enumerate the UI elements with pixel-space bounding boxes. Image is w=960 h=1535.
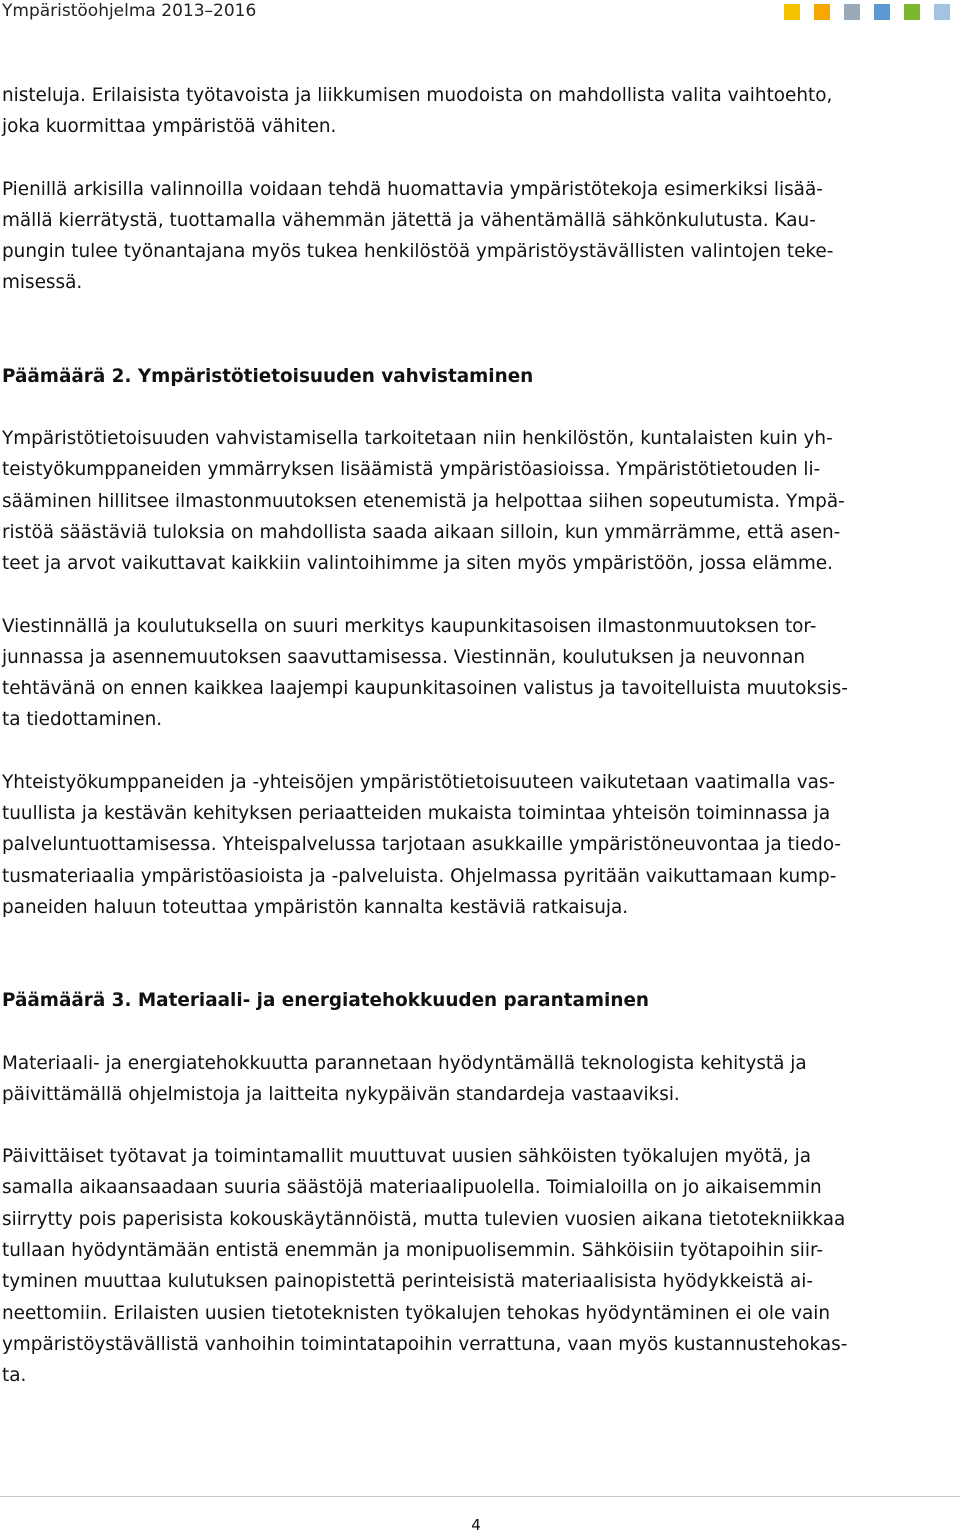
text-line: paneiden haluun toteuttaa ympäristön kannalta kestäviä ratkaisuja. — [2, 896, 629, 918]
text-line: Viestinnällä ja koulutuksella on suuri merkitys kaupunkitasoisen ilmastonmuutoksen tor- — [2, 615, 817, 637]
green-square-icon — [904, 4, 920, 20]
text-line: sääminen hillitsee ilmastonmuutoksen etenemistä ja helpottaa siihen sopeutumista. Ympä- — [2, 490, 845, 512]
text-line: ympäristöystävällistä vanhoihin toimintatapoihin verrattuna, vaan myös kustannustehokas- — [2, 1333, 848, 1355]
paragraph-4 — [2, 611, 950, 736]
text-line: Pienillä arkisilla valinnoilla voidaan tehdä huomattavia ympäristötekoja esimerkiksi lisää- — [2, 178, 823, 200]
text-line: Päivittäiset työtavat ja toimintamallit muuttuvat uusien sähköisten työkalujen myötä, ja — [2, 1146, 811, 1168]
text-line: tyminen muuttaa kulutuksen painopistettä perinteisistä materiaalisista hyödykkeistä ai- — [2, 1271, 814, 1293]
footer-divider — [0, 1496, 960, 1497]
text-line: misessä. — [2, 272, 83, 294]
text-line: Yhteistyökumppaneiden ja -yhteisöjen ympäristötietoisuuteen vaikutetaan vaatimalla vas- — [2, 771, 836, 793]
page-number — [0, 1516, 960, 1534]
text-line: tullaan hyödyntämään entistä enemmän ja monipuolisemmin. Sähköisiin työtapoihin siir- — [2, 1240, 823, 1262]
text-line: teet ja arvot vaikuttavat kaikkiin valintoihimme ja siten myös ympäristöön, jossa elämme. — [2, 553, 833, 575]
text-line: siirrytty pois paperisista kokouskäytännöistä, mutta tulevien vuosien aikana tietotekniikkaa — [2, 1208, 846, 1230]
grey-square-icon — [844, 4, 860, 20]
text-line: joka kuormittaa ympäristöä vähiten. — [2, 116, 337, 138]
text-line: samalla aikaansaadaan suuria säästöjä materiaalipuolella. Toimialoilla on jo aikaisemmin — [2, 1177, 822, 1199]
text-line: tuullista ja kestävän kehityksen periaatteiden mukaista toimintaa yhteisön toiminnassa ja — [2, 803, 831, 825]
paragraph-2 — [2, 174, 950, 299]
yellow-square-icon — [784, 4, 800, 20]
text-line: tusmateriaalia ympäristöasioista ja -palveluista. Ohjelmassa pyritään vaikuttamaan kump- — [2, 865, 837, 887]
section-heading-3: Päämäärä 3. Materiaali- ja energiatehokkuuden parantaminen — [2, 990, 650, 1012]
paragraph-3 — [2, 423, 950, 579]
section-heading-2: Päämäärä 2. Ympäristötietoisuuden vahvistaminen — [2, 365, 534, 387]
page-content — [2, 80, 950, 1392]
text-line: ristöä säästäviä tuloksia on mahdollista saada aikaan silloin, kun ymmärrämme, että asen- — [2, 521, 841, 543]
text-line: tehtävänä on ennen kaikkea laajempi kaupunkitasoinen valistus ja tavoitelluista muutoksis- — [2, 678, 848, 700]
text-line: Materiaali- ja energiatehokkuutta parannetaan hyödyntämällä teknologista kehitystä ja — [2, 1052, 807, 1074]
text-line: palveluntuottamisessa. Yhteispalvelussa tarjotaan asukkaille ympäristöneuvontaa ja tiedo- — [2, 834, 842, 856]
paragraph-1 — [2, 80, 950, 143]
text-line: teistyökumppaneiden ymmärryksen lisäämistä ympäristöasioissa. Ympäristötietouden li- — [2, 459, 821, 481]
text-line: päivittämällä ohjelmistoja ja laitteita nykypäivän standardeja vastaaviksi. — [2, 1083, 680, 1105]
text-line: pungin tulee työnantajana myös tukea henkilöstöä ympäristöystävällisten valintojen teke- — [2, 241, 834, 263]
paragraph-7 — [2, 1141, 950, 1391]
paragraph-5 — [2, 767, 950, 923]
blue-square-icon — [874, 4, 890, 20]
color-squares — [770, 4, 950, 20]
text-line: ta. — [2, 1365, 27, 1387]
text-line: junnassa ja asennemuutoksen saavuttamisessa. Viestinnän, koulutuksen ja neuvonnan — [2, 646, 806, 668]
text-line: Ympäristötietoisuuden vahvistamisella tarkoitetaan niin henkilöstön, kuntalaisten kuin yh- — [2, 428, 833, 450]
text-line: mällä kierrätystä, tuottamalla vähemmän jätettä ja vähentämällä sähkönkulutusta. Kau- — [2, 209, 816, 231]
page-number-text: 4 — [471, 1516, 481, 1534]
text-line: ta tiedottaminen. — [2, 709, 163, 731]
text-line: neettomiin. Erilaisten uusien tietoteknisten työkalujen tehokas hyödyntäminen ei ole vain — [2, 1302, 831, 1324]
orange-square-icon — [814, 4, 830, 20]
page-header — [0, 0, 960, 24]
paragraph-6 — [2, 1048, 950, 1111]
document-title: Ympäristöohjelma 2013–2016 — [2, 1, 257, 21]
text-line: nisteluja. Erilaisista työtavoista ja liikkumisen muodoista on mahdollista valita vaihtoehto, — [2, 85, 833, 106]
light-blue-square-icon — [934, 4, 950, 20]
